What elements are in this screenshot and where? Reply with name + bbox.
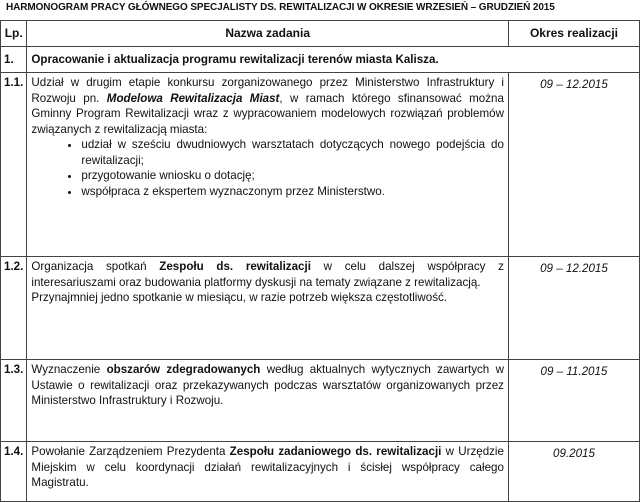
task-text: Udział w drugim etapie konkursu zorganizowanego przez Ministerstwo Infrastruktury i Rozwoju pn. — [31, 76, 504, 105]
bullet-item: • udział w sześciu dwudniowych warsztatach dotyczących nowego podejścia do rewitalizacji; — [81, 137, 504, 168]
table-row — [1, 257, 640, 360]
row-period: 09 – 12.2015 — [508, 73, 639, 257]
task-bold-text: Modelowa Rewitalizacja Miast — [106, 91, 280, 105]
task-text: Wyznaczenie — [31, 363, 107, 376]
row-period: 09 – 11.2015 — [508, 360, 639, 442]
section-title: Opracowanie i aktualizacja programu rewitalizacji terenów miasta Kalisza. — [27, 47, 640, 73]
task-bold-text: Zespołu ds. rewitalizacji — [159, 260, 311, 273]
row-task — [27, 73, 509, 257]
table-row — [1, 442, 640, 502]
header-period: Okres realizacji — [508, 21, 639, 47]
task-text: Przynajmniej jedno spotkanie w miesiącu, w razie potrzeb większa częstotliwość. — [31, 291, 448, 304]
row-lp: 1.2. — [1, 257, 27, 360]
task-text: w Urzędzie Miejskim w celu koordynacji działań rewitalizacyjnych i ścisłej współpracy całego Magistratu. — [31, 445, 504, 489]
table-row — [1, 73, 640, 257]
task-text: Organizacja spotkań — [31, 260, 160, 273]
task-text: Powołanie Zarządzeniem Prezydenta — [31, 445, 230, 458]
row-lp: 1.3. — [1, 360, 27, 442]
row-task — [27, 257, 509, 360]
section-lp: 1. — [1, 47, 27, 73]
header-task-name: Nazwa zadania — [27, 21, 509, 47]
row-lp: 1.4. — [1, 442, 27, 502]
row-lp: 1.1. — [1, 73, 27, 257]
row-period: 09.2015 — [508, 442, 639, 502]
bullet-item: • współpraca z ekspertem wyznaczonym przez Ministerstwo. — [81, 184, 504, 200]
task-text: w celu dalszej współpracy z interesariuszami oraz budowania platformy dyskusji na tematy związane z rewitalizacją. — [31, 260, 504, 289]
section-row — [1, 47, 640, 73]
task-text: według aktualnych wytycznych zawartych w Ustawie o rewitalizacji oraz przekazywanych podczas warsztatów organizowanych przez Ministerstwo Infrastruktury i Rozwoju. — [31, 363, 504, 407]
bullet-item: • przygotowanie wniosku o dotację; — [81, 168, 504, 184]
table-header-row — [1, 21, 640, 47]
row-task — [27, 442, 509, 502]
task-bold-text: obszarów zdegradowanych — [106, 363, 261, 376]
document-title: HARMONOGRAM PRACY GŁÓWNEGO SPECJALISTY DS. REWITALIZACJI W OKRESIE WRZESIEŃ – GRUDZIEŃ 2015 — [6, 2, 555, 13]
row-period: 09 – 12.2015 — [508, 257, 639, 360]
task-bullet-list — [31, 137, 504, 199]
task-text: , w ramach którego sfinansować można Gminny Program Rewitalizacji wraz z wypracowaniem modelowych rozwiązań problemów związanych z rewitalizacją miasta: — [31, 91, 504, 136]
schedule-table — [0, 20, 640, 502]
row-task — [27, 360, 509, 442]
table-row — [1, 360, 640, 442]
header-lp: Lp. — [1, 21, 27, 47]
task-bold-text: Zespołu zadaniowego ds. rewitalizacji — [229, 445, 442, 458]
